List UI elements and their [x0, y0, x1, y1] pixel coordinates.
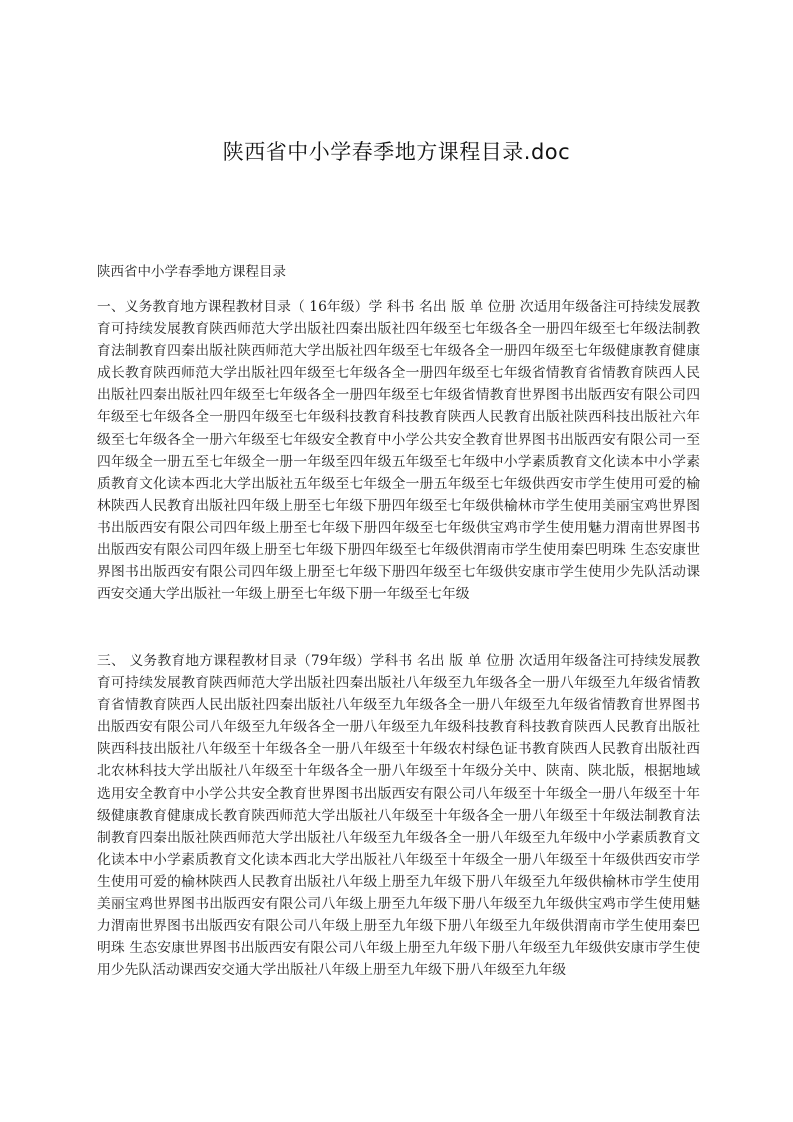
section-paragraph-grades-7-9: 三、 义务教育地方课程教材目录（79年级）学科书 名出 版 单 位册 次适用年级备注可持续发展教育可持续发展教育陕西师范大学出版社四秦出版社八年级至九年级各全一册八年级至九年级省情教育省情教育陕西人民出版社四秦出版社八年级至九年级各全一册八年级至九年级省情教育世界图书出版西安有限公司八年级至九年级各全一册八年级至九年级科技教育科技教育陕西人民教育出版社陕西科技出版社八年级至十年级各全一册八年级至十年级农村绿色证书教育陕西人民教育出版社西北农林科技大学出版社八年级至十年级各全一册八年级至十年级分关中、陕南、陕北版，根据地域选用安全教育中小学公共安全教育世界图书出版西安有限公司八年级至十年级全一册八年级至十年级健康教育健康成长教育陕西师范大学出版社八年级至十年级各全一册八年级至十年级法制教育法制教育四秦出版社陕西师范大学出版社八年级至九年级各全一册八年级至九年级中小学素质教育文化读本中小学素质教育文化读本西北大学出版社八年级至十年级全一册八年级至十年级供西安市学生使用可爱的榆林陕西人民教育出版社八年级上册至九年级下册八年级至九年级供榆林市学生使用美丽宝鸡世界图书出版西安有限公司八年级上册至九年级下册八年级至九年级供宝鸡市学生使用魅力渭南世界图书出版西安有限公司八年级上册至九年级下册八年级至九年级供渭南市学生使用秦巴明珠 生态安康世界图书出版西安有限公司八年级上册至九年级下册八年级至九年级供安康市学生使用少先队活动课西安交通大学出版社八年级上册至九年级下册八年级至九年级 — [97, 653, 700, 979]
document-title: 陕西省中小学春季地方课程目录.doc — [222, 140, 571, 164]
document-subtitle: 陕西省中小学春季地方课程目录 — [97, 264, 286, 280]
section-paragraph-grades-1-6: 一、义务教育地方课程教材目录（ 16年级）学 科书 名出 版 单 位册 次适用年级备注可持续发展教育可持续发展教育陕西师范大学出版社四秦出版社四年级至七年级各全一册四年级至七年级法制教育法制教育四秦出版社陕西师范大学出版社四年级至七年级各全一册四年级至七年级健康教育健康成长教育陕西师范大学出版社四年级至七年级各全一册四年级至七年级省情教育省情教育陕西人民出版社四秦出版社四年级至七年级各全一册四年级至七年级省情教育世界图书出版西安有限公司四年级至七年级各全一册四年级至七年级科技教育科技教育陕西人民教育出版社陕西科技出版社六年级至七年级各全一册六年级至七年级安全教育中小学公共安全教育世界图书出版西安有限公司一至四年级全一册五至七年级全一册一年级至四年级五年级至七年级中小学素质教育文化读本中小学素质教育文化读本西北大学出版社五年级至七年级全一册五年级至七年级供西安市学生使用可爱的榆林陕西人民教育出版社四年级上册至七年级下册四年级至七年级供榆林市学生使用美丽宝鸡世界图书出版西安有限公司四年级上册至七年级下册四年级至七年级供宝鸡市学生使用魅力渭南世界图书出版西安有限公司四年级上册至七年级下册四年级至七年级供渭南市学生使用秦巴明珠 生态安康世界图书出版西安有限公司四年级上册至七年级下册四年级至七年级供安康市学生使用少先队活动课西安交通大学出版社一年级上册至七年级下册一年级至七年级 — [97, 299, 700, 603]
